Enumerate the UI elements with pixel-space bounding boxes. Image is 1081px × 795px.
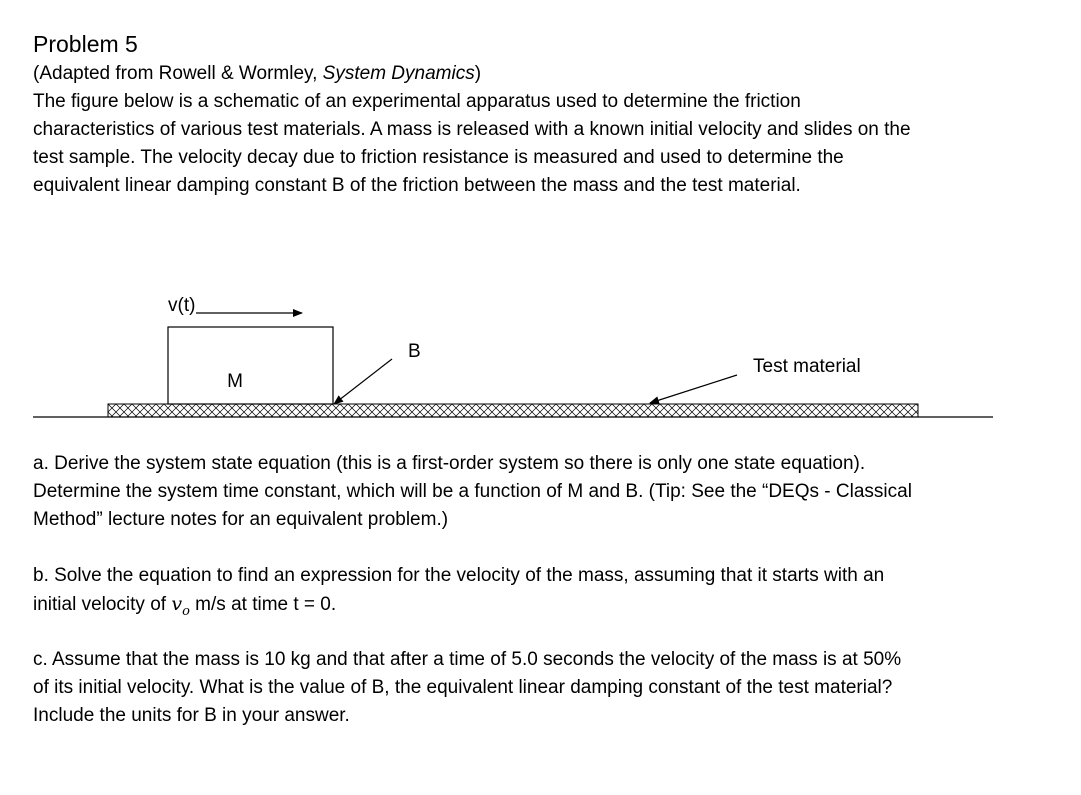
mass-label: M bbox=[227, 371, 243, 392]
part-a-line: Method” lecture notes for an equivalent problem.) bbox=[33, 509, 449, 530]
part-b-suffix: m/s at time t = 0. bbox=[189, 594, 337, 615]
problem-title: Problem 5 bbox=[33, 31, 138, 57]
intro-line: test sample. The velocity decay due to friction resistance is measured and used to determine the bbox=[33, 147, 844, 168]
part-a-line: Determine the system time constant, which will be a function of M and B. (Tip: See the “DEQs - Classical bbox=[33, 481, 912, 502]
part-b-prefix: initial velocity of bbox=[33, 594, 172, 615]
intro-line: characteristics of various test materials. A mass is released with a known initial velocity and slides on the bbox=[33, 119, 911, 140]
test-material-label: Test material bbox=[753, 356, 861, 377]
question-part-b bbox=[33, 562, 1033, 626]
source-suffix: ) bbox=[474, 63, 482, 84]
intro-line: equivalent linear damping constant B of the friction between the mass and the test material. bbox=[33, 175, 801, 196]
part-c-line: c. Assume that the mass is 10 kg and that after a time of 5.0 seconds the velocity of the mass is at 50% bbox=[33, 649, 902, 670]
velocity-symbol: v bbox=[171, 593, 183, 615]
velocity-label: v(t) bbox=[168, 295, 196, 316]
source-prefix: (Adapted from Rowell & Wormley, bbox=[33, 63, 323, 84]
part-a-line: a. Derive the system state equation (this is a first-order system so there is only one state equation). bbox=[33, 453, 866, 474]
part-b-line: b. Solve the equation to find an expression for the velocity of the mass, assuming that it starts with an bbox=[33, 565, 885, 586]
part-c-line: Include the units for B in your answer. bbox=[33, 705, 350, 726]
part-b-line bbox=[33, 590, 1033, 626]
damping-label: B bbox=[408, 341, 421, 362]
source-book-title: System Dynamics bbox=[322, 63, 475, 84]
test-material-strip bbox=[108, 404, 918, 417]
mass-block bbox=[168, 327, 333, 404]
test-material-arrow bbox=[650, 375, 737, 403]
damping-arrow bbox=[334, 359, 392, 404]
initial-velocity-symbol bbox=[171, 593, 190, 619]
question-part-a bbox=[33, 450, 1033, 534]
part-c-line: of its initial velocity. What is the value of B, the equivalent linear damping constant of the test material? bbox=[33, 677, 893, 698]
intro-line: The figure below is a schematic of an experimental apparatus used to determine the friction bbox=[33, 91, 801, 112]
velocity-subscript: o bbox=[182, 603, 190, 619]
question-part-c bbox=[33, 646, 1033, 730]
